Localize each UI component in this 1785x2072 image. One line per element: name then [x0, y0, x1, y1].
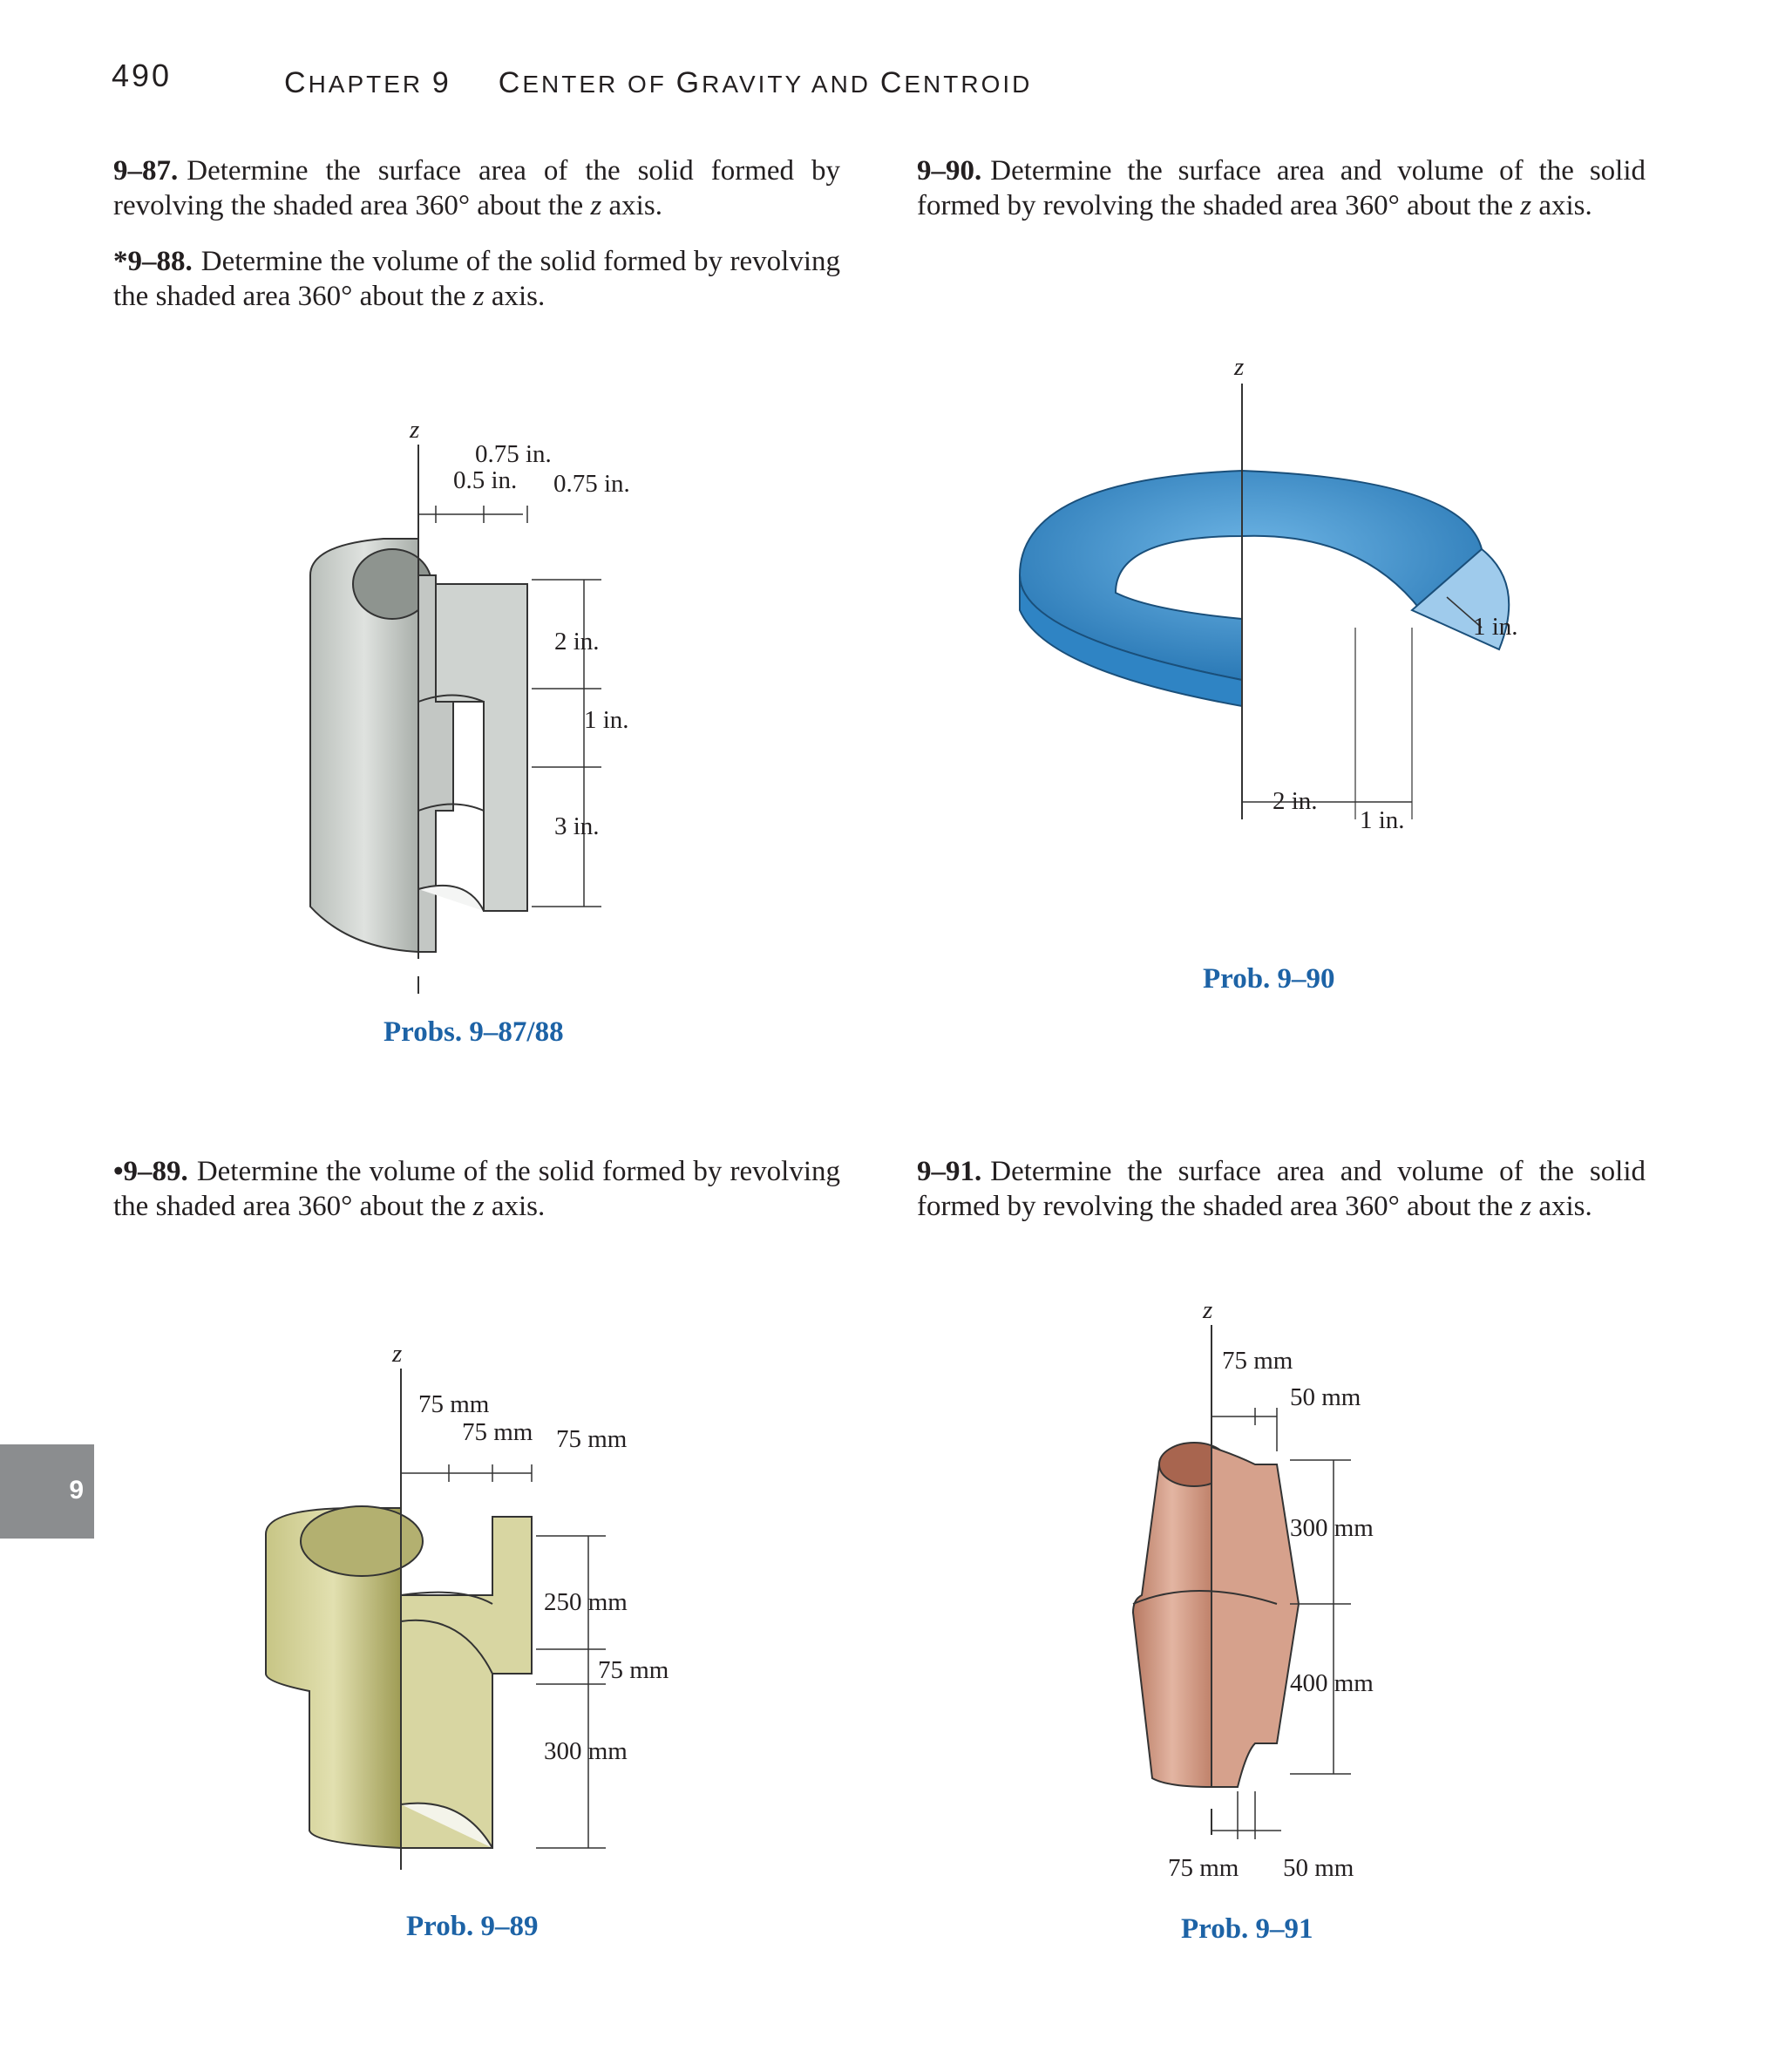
dim-top-c: 0.75 in.	[553, 470, 630, 498]
caption-9-91: Prob. 9–91	[1181, 1913, 1313, 1945]
problem-9-89: •9–89. Determine the volume of the solid formed by revolving the shaded area 360° about the z axis.	[113, 1156, 840, 1222]
caption-9-90: Prob. 9–90	[1203, 963, 1335, 995]
z-axis-label: z	[1234, 353, 1245, 381]
dim-top-c: 75 mm	[556, 1425, 628, 1453]
dim-height-2: 1 in.	[584, 706, 629, 734]
problem-9-87: 9–87. Determine the surface area of the solid formed by revolving the shaded area 360° about the z axis.	[113, 155, 840, 221]
dim-height-1: 300 mm	[1290, 1514, 1374, 1542]
dim-bottom-a: 75 mm	[1168, 1854, 1239, 1882]
problem-9-91: 9–91. Determine the surface area and volume of the solid formed by revolving the shaded area 360° about the z axis.	[917, 1156, 1646, 1222]
dim-top-a: 75 mm	[418, 1390, 490, 1418]
section-cut	[401, 1517, 532, 1848]
figure-9-90	[1011, 349, 1551, 837]
chapter-tab	[0, 1444, 94, 1539]
z-axis-label: z	[1203, 1299, 1213, 1324]
dim-height-1: 2 in.	[554, 628, 600, 656]
dim-top-b: 75 mm	[462, 1418, 533, 1446]
dim-bottom-b: 50 mm	[1283, 1854, 1354, 1882]
dim-width: 1 in.	[1360, 806, 1405, 834]
running-head: CHAPTER 9 CENTER OF GRAVITY AND CENTROID	[284, 66, 1033, 99]
dim-top-a: 0.75 in.	[475, 440, 552, 468]
chapter-tab-number: 9	[69, 1476, 84, 1505]
caption-9-89: Prob. 9–89	[406, 1911, 539, 1942]
dim-height-1: 250 mm	[544, 1588, 628, 1616]
z-axis-label: z	[410, 416, 420, 444]
problem-9-88: *9–88. Determine the volume of the solid formed by revolving the shaded area 360° about the z axis.	[113, 246, 840, 312]
dim-height-2: 400 mm	[1290, 1669, 1374, 1697]
dim-top-b: 50 mm	[1290, 1383, 1361, 1411]
dim-height-2: 75 mm	[598, 1656, 669, 1684]
dim-top-a: 75 mm	[1222, 1347, 1293, 1375]
z-axis-label: z	[392, 1342, 403, 1368]
section-cut	[1211, 1447, 1299, 1787]
figure-9-89	[261, 1342, 680, 1883]
dim-height-3: 300 mm	[544, 1737, 628, 1765]
figure-9-87-88	[288, 401, 671, 1011]
figure-9-91	[1116, 1299, 1429, 1900]
caption-9-87-88: Probs. 9–87/88	[383, 1016, 564, 1048]
problem-9-90: 9–90. Determine the surface area and volume of the solid formed by revolving the shaded area 360° about the z axis.	[917, 155, 1646, 221]
dim-height-3: 3 in.	[554, 812, 600, 840]
frustum-body	[1133, 1447, 1211, 1787]
page-number: 490	[112, 58, 173, 93]
dim-top-b: 0.5 in.	[453, 466, 518, 494]
dim-radius: 1 in.	[1473, 613, 1518, 641]
dim-offset: 2 in.	[1273, 787, 1318, 815]
